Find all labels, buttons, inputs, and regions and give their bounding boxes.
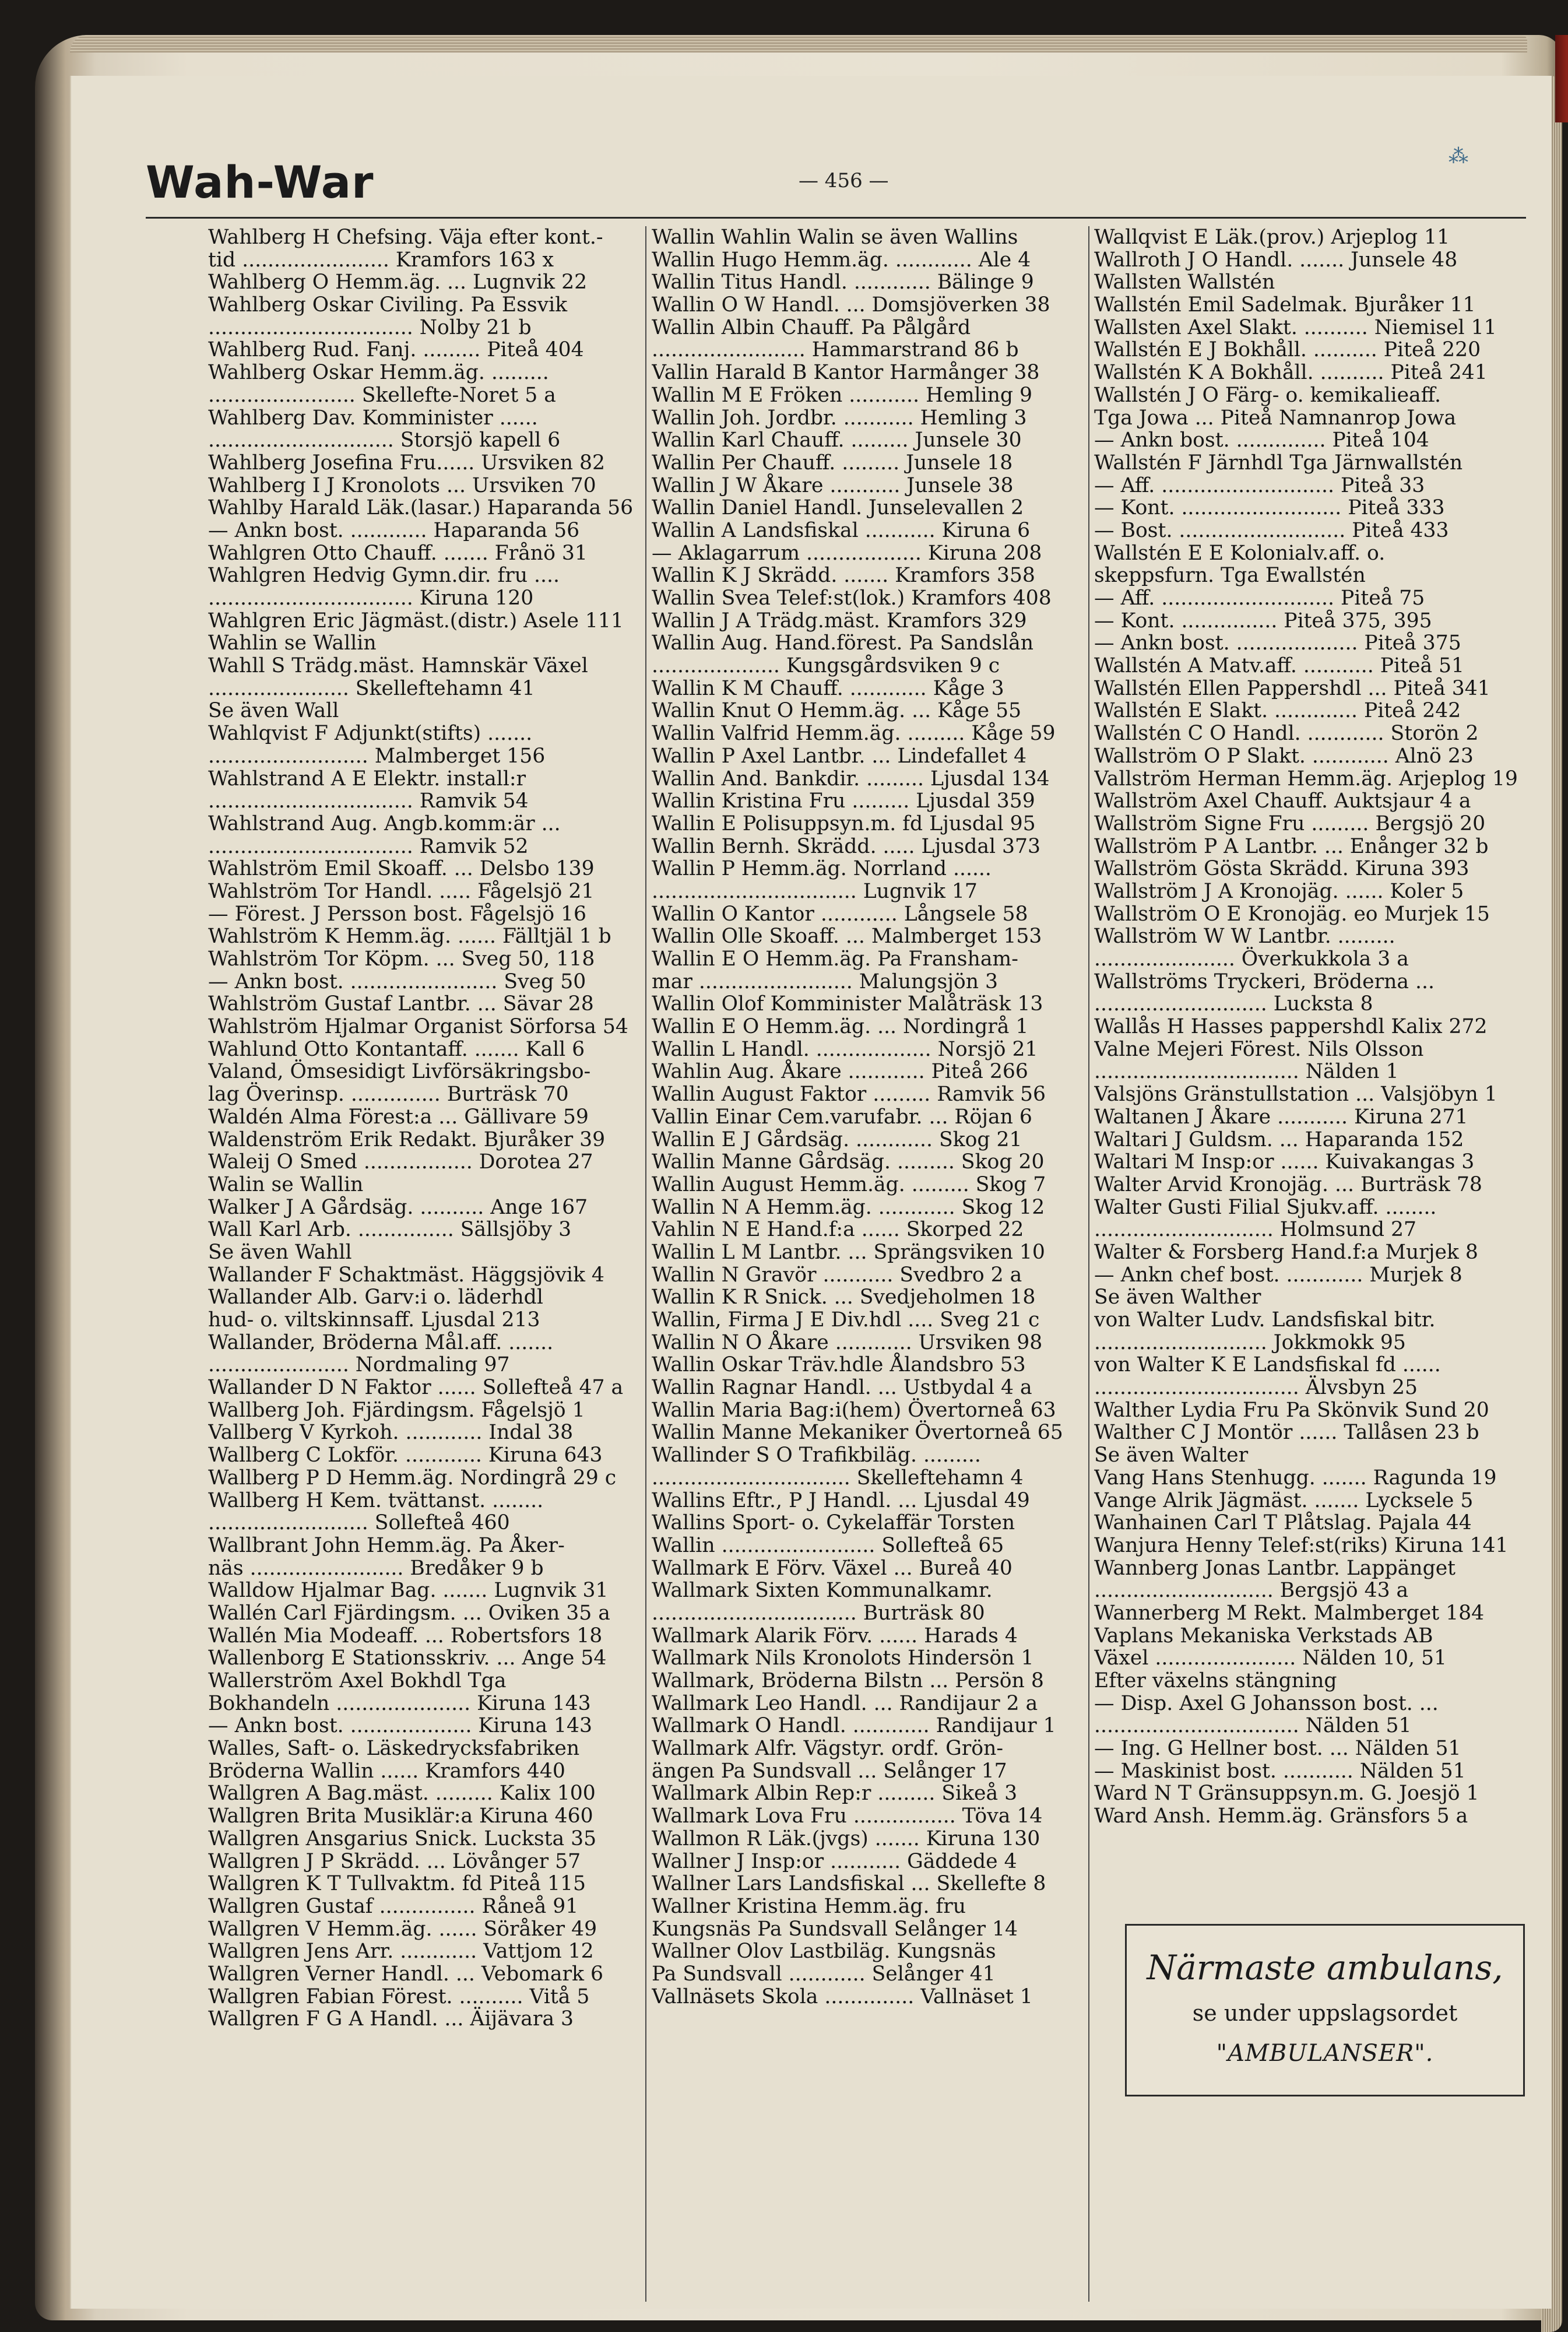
- directory-entry-line: Wanjura Henny Telef:st(riks) Kiruna 141: [1094, 1533, 1509, 1557]
- directory-entry-line: ........................... Luckstа 8: [1094, 992, 1373, 1016]
- directory-entry-line: Walin se Wallin: [208, 1172, 364, 1196]
- directory-entry-line: Wallstén E E Kolonialv.aff. o.: [1094, 541, 1386, 565]
- directory-entry-line: Wallin Manne Gårdsäg. ......... Skog 20: [652, 1150, 1045, 1174]
- directory-entry-line: Waldenström Erik Redakt. Bjuråker 39: [208, 1128, 606, 1151]
- directory-entry-line: — Aklagarrum .................. Kiruna 208: [652, 541, 1042, 565]
- directory-entry-line: Wallin E O Hemm.äg. Pa Fransham-: [652, 947, 1018, 971]
- directory-entry-line: Wallmark Sixten Kommunalkamr.: [652, 1579, 993, 1603]
- directory-entry-line: Wallin Titus Handl. ............ Bälinge 9: [652, 271, 1034, 294]
- directory-entry-line: Wallin Joh. Jordbr. ........... Hemling 3: [652, 406, 1027, 430]
- directory-entry-line: — Disp. Axel G Johansson bost. ...: [1094, 1691, 1439, 1715]
- directory-entry-line: Wallin Karl Chauff. ......... Junsele 30: [652, 429, 1022, 452]
- directory-entry-line: Walker J A Gårdsäg. .......... Ange 167: [208, 1195, 588, 1219]
- directory-entry-line: Wallner Olov Lastbiläg. Kungsnäs: [652, 1940, 996, 1964]
- directory-entry-line: Wannerberg M Rekt. Malmberget 184: [1094, 1601, 1485, 1625]
- directory-entry-line: Wallin O Kantor ............ Långsele 58: [652, 902, 1028, 926]
- directory-entry-line: Wallin, Firma J E Div.hdl .... Sveg 21 c: [652, 1308, 1040, 1332]
- directory-entry-line: lag Överinsp. .............. Burträsk 70: [208, 1083, 569, 1107]
- directory-entry-line: — Ankn bost. ....................... Sveg 50: [208, 970, 586, 993]
- directory-entry-line: Wallander Alb. Garv:i o. läderhdl: [208, 1286, 543, 1309]
- directory-entry-line: Se även Walter: [1094, 1444, 1249, 1467]
- directory-column-2: [652, 226, 1084, 2302]
- directory-entry-line: Se även Walther: [1094, 1286, 1261, 1309]
- directory-entry-line: Wallberg H Kem. tvättanst. ........: [208, 1488, 544, 1512]
- directory-entry-line: Wallgren A Bag.mäst. ......... Kalix 100: [208, 1782, 596, 1806]
- directory-entry-line: ............................ Bergsjö 43 a: [1094, 1579, 1409, 1603]
- directory-entry-line: Wallin K J Skrädd. ....... Kramfors 358: [652, 564, 1035, 588]
- directory-entry-line: Waltari J Guldsm. ... Haparanda 152: [1094, 1128, 1464, 1151]
- directory-entry-line: Waldén Alma Förest:a ... Gällivare 59: [208, 1105, 589, 1129]
- directory-entry-line: Wahlström Gustaf Lantbr. ... Sävar 28: [208, 992, 594, 1016]
- directory-entry-line: Wallmark Nils Kronolots Hindersön 1: [652, 1646, 1034, 1670]
- directory-entry-line: Vang Hans Stenhugg. ....... Ragunda 19: [1094, 1466, 1497, 1490]
- directory-entry-line: Se även Wahll: [208, 1240, 352, 1264]
- directory-entry-line: ................................ Nälden 51: [1094, 1714, 1412, 1738]
- directory-entry-line: Wallin And. Bankdir. ......... Ljusdal 134: [652, 767, 1050, 791]
- directory-entry-line: Wallin E Polisuppsyn.m. fd Ljusdal 95: [652, 812, 1036, 835]
- directory-entry-line: Wallin N Gravör ........... Svedbro 2 a: [652, 1263, 1022, 1287]
- directory-entry-line: Wallin P Axel Lantbr. ... Lindefallet 4: [652, 744, 1027, 768]
- directory-entry-line: Wallin Kristina Fru ......... Ljusdal 359: [652, 789, 1035, 813]
- directory-entry-line: Wallmark, Bröderna Bilstn ... Persön 8: [652, 1669, 1044, 1692]
- directory-entry-line: Wahlberg Rud. Fanj. ......... Piteå 404: [208, 338, 584, 362]
- directory-entry-line: ................................ Burträsk 80: [652, 1601, 985, 1625]
- directory-entry-line: Wallin Olof Komminister Malåträsk 13: [652, 992, 1043, 1016]
- directory-entry-line: Wahlström Emil Skoaff. ... Delsbo 139: [208, 857, 595, 881]
- directory-entry-line: Wallin E J Gårdsäg. ............ Skog 21: [652, 1128, 1022, 1151]
- directory-entry-line: ................................ Nälden 1: [1094, 1060, 1399, 1084]
- directory-entry-line: Wahlstrand Aug. Angb.komm:är ...: [208, 812, 561, 835]
- directory-entry-line: Waleij O Smed ................. Dorotea 27: [208, 1150, 593, 1174]
- directory-entry-line: — Ankn bost. ................... Piteå 375: [1094, 631, 1461, 655]
- directory-entry-line: mar ........................ Malungsjön 3: [652, 970, 999, 993]
- directory-entry-line: Ward Ansh. Hemm.äg. Gränsfors 5 a: [1094, 1804, 1468, 1828]
- directory-entry-line: Kungsnäs Pa Sundsvall Selånger 14: [652, 1917, 1018, 1941]
- directory-entry-line: Wallstén J O Färg- o. kemikalieaff.: [1094, 383, 1441, 407]
- directory-entry-line: Wahlin se Wallin: [208, 631, 377, 655]
- directory-entry-line: Vahlin N E Hand.f:a ...... Skorped 22: [652, 1218, 1024, 1242]
- directory-entry-line: Wallin August Hemm.äg. ......... Skog 7: [652, 1172, 1046, 1196]
- directory-entry-line: Wallins Eftr., P J Handl. ... Ljusdal 49: [652, 1488, 1030, 1512]
- directory-entry-line: Wallberg P D Hemm.äg. Nordingrå 29 c: [208, 1466, 617, 1490]
- directory-entry-line: Wallstén Ellen Pappershdl ... Piteå 341: [1094, 676, 1490, 700]
- directory-entry-line: Wallgren F G A Handl. ... Äijävara 3: [208, 2007, 574, 2031]
- directory-entry-line: Wallin J W Åkare ........... Junsele 38: [652, 473, 1014, 497]
- directory-entry-line: Wallström J A Kronojäg. ...... Koler 5: [1094, 879, 1464, 903]
- directory-entry-line: Wallmark Lova Fru ................ Töva 14: [652, 1804, 1043, 1828]
- directory-entry-line: Wahlby Harald Läk.(lasar.) Haparanda 56: [208, 496, 634, 520]
- directory-entry-line: ängen Pa Sundsvall ... Selånger 17: [652, 1759, 1007, 1783]
- directory-entry-line: Wallås H Hasses pappershdl Kalix 272: [1094, 1015, 1488, 1039]
- directory-entry-line: Wallström P A Lantbr. ... Enånger 32 b: [1094, 834, 1489, 858]
- stamp-mark: ⁂: [1449, 145, 1468, 168]
- directory-entry-line: — Ing. G Hellner bost. ... Nälden 51: [1094, 1737, 1461, 1761]
- directory-entry-line: Walter Arvid Kronojäg. ... Burträsk 78: [1094, 1172, 1482, 1196]
- directory-entry-line: skeppsfurn. Tga Ewallstén: [1094, 564, 1366, 588]
- directory-entry-line: Wahll S Trädg.mäst. Hamnskär Växel: [208, 654, 588, 678]
- directory-entry-line: Wallstén F Järnhdl Tga Järnwallstén: [1094, 451, 1463, 475]
- directory-entry-line: Wallmark Alarik Förv. ...... Harads 4: [652, 1624, 1018, 1648]
- directory-entry-line: ...................... Nordmaling 97: [208, 1353, 510, 1377]
- directory-entry-line: näs ........................ Bredåker 9 b: [208, 1556, 544, 1580]
- directory-entry-line: Wallin Manne Mekaniker Övertorneå 65: [652, 1421, 1063, 1445]
- directory-entry-line: Wallin Ragnar Handl. ... Ustbydal 4 a: [652, 1376, 1032, 1400]
- directory-entry-line: Vallström Herman Hemm.äg. Arjeplog 19: [1094, 767, 1518, 791]
- directory-entry-line: ........................ Hammarstrand 86 b: [652, 338, 1019, 362]
- directory-entry-line: — Ankn chef bost. ............ Murjek 8: [1094, 1263, 1462, 1287]
- directory-entry-line: Valsjöns Gränstullstation ... Valsjöbyn 1: [1094, 1083, 1497, 1107]
- directory-entry-line: Wallin Svea Telef:st(lok.) Kramfors 408: [652, 586, 1052, 610]
- directory-entry-line: Wallin Olle Skoaff. ... Malmberget 153: [652, 925, 1042, 949]
- directory-entry-line: Wallgren Gustaf ............... Råneå 91: [208, 1894, 579, 1918]
- directory-entry-line: .................... Kungsgårdsviken 9 c: [652, 654, 1000, 678]
- directory-entry-line: Wallin M E Fröken ........... Hemling 9: [652, 383, 1033, 407]
- directory-entry-line: — Förest. J Persson bost. Fågelsjö 16: [208, 902, 586, 926]
- directory-entry-line: Wallner Lars Landsfiskal ... Skellefte 8: [652, 1872, 1046, 1896]
- directory-entry-line: Wallin Knut O Hemm.äg. ... Kåge 55: [652, 699, 1022, 723]
- directory-entry-line: Wahlgren Otto Chauff. ....... Frånö 31: [208, 541, 588, 565]
- directory-entry-line: Tga Jowa ... Piteå Namnanrop Jowa: [1094, 406, 1457, 430]
- directory-entry-line: — Ankn bost. .............. Piteå 104: [1094, 429, 1429, 452]
- directory-entry-line: Vange Alrik Jägmäst. ....... Lycksele 5: [1094, 1488, 1474, 1512]
- directory-entry-line: Wallin K R Snick. ... Svedjeholmen 18: [652, 1286, 1036, 1309]
- directory-entry-line: Vaplans Mekaniska Verkstads AB: [1094, 1624, 1433, 1648]
- directory-entry-line: Wallin Valfrid Hemm.äg. ......... Kåge 59: [652, 722, 1056, 746]
- directory-entry-line: ............................. Storsjö kapell 6: [208, 429, 561, 452]
- directory-entry-line: Wallin L M Lantbr. ... Sprängsviken 10: [652, 1240, 1045, 1264]
- column-divider: [1088, 226, 1089, 2302]
- directory-entry-line: ......................... Sollefteå 460: [208, 1511, 510, 1535]
- directory-entry-line: Wallerström Axel Bokhdl Tga: [208, 1669, 507, 1692]
- directory-entry-line: Växel ...................... Nälden 10, 51: [1094, 1646, 1447, 1670]
- directory-entry-line: Walles, Saft- o. Läskedrycksfabriken: [208, 1737, 580, 1761]
- directory-entry-line: Wallmark E Förv. Växel ... Bureå 40: [652, 1556, 1012, 1580]
- directory-entry-line: ................................ Älvsbyn 25: [1094, 1376, 1418, 1400]
- directory-entry-line: Wallgren Ansgarius Snick. Luckstа 35: [208, 1827, 597, 1850]
- directory-entry-line: Wallin Albin Chauff. Pa Pålgård: [652, 315, 971, 339]
- directory-entry-line: Wallin J A Trädg.mäst. Kramfors 329: [652, 609, 1027, 633]
- directory-entry-line: Wallander D N Faktor ...... Sollefteå 47 a: [208, 1376, 624, 1400]
- directory-entry-line: Wallstén A Matv.aff. ........... Piteå 51: [1094, 654, 1465, 678]
- directory-entry-line: ...................... Överkukkola 3 a: [1094, 947, 1409, 971]
- directory-entry-line: hud- o. viltskinnsaff. Ljusdal 213: [208, 1308, 540, 1332]
- directory-entry-line: ................................ Lugnvik 17: [652, 879, 978, 903]
- directory-entry-line: Walldow Hjalmar Bag. ....... Lugnvik 31: [208, 1579, 609, 1603]
- directory-entry-line: ................................ Kiruna 120: [208, 586, 534, 610]
- directory-entry-line: Wahlgren Eric Jägmäst.(distr.) Asele 111: [208, 609, 624, 633]
- directory-entry-line: Walter & Forsberg Hand.f:a Murjek 8: [1094, 1240, 1478, 1264]
- directory-entry-line: ................................ Ramvik 52: [208, 834, 529, 858]
- directory-entry-line: Wallner J Insp:or ........... Gäddede 4: [652, 1849, 1017, 1873]
- notice-heading: Närmaste ambulans,: [1147, 1948, 1503, 1987]
- directory-entry-line: Wallins Sport- o. Cykelaffär Torsten: [652, 1511, 1015, 1535]
- header-rule: [146, 217, 1526, 219]
- directory-entry-line: ................................ Nolby 21 b: [208, 315, 532, 339]
- directory-entry-line: Wallsten Axel Slakt. .......... Niemisel 11: [1094, 315, 1497, 339]
- directory-entry-line: — Bost. .......................... Piteå 433: [1094, 518, 1449, 542]
- directory-entry-line: Vallberg V Kyrkoh. ............ Indal 38: [208, 1421, 574, 1445]
- directory-entry-line: ....................... Skellefte-Noret 5 a: [208, 383, 556, 407]
- directory-entry-line: Wallén Carl Fjärdingsm. ... Oviken 35 a: [208, 1601, 610, 1625]
- directory-entry-line: ................................ Ramvik 54: [208, 789, 529, 813]
- directory-entry-line: Wahlström Tor Handl. ..... Fågelsjö 21: [208, 879, 595, 903]
- directory-entry-line: Vallnäsets Skola .............. Vallnäset 1: [652, 1985, 1033, 2008]
- directory-entry-line: Wallin ........................ Sollefteå 65: [652, 1533, 1004, 1557]
- directory-entry-line: ......................... Malmberget 156: [208, 744, 546, 768]
- directory-entry-line: — Aff. ........................... Piteå 33: [1094, 473, 1425, 497]
- directory-entry-line: Wallgren V Hemm.äg. ...... Söråker 49: [208, 1917, 597, 1941]
- directory-entry-line: Wahlgren Hedvig Gymn.dir. fru ....: [208, 564, 560, 588]
- directory-entry-line: Wallstén Emil Sadelmak. Bjuråker 11: [1094, 293, 1476, 317]
- directory-entry-line: Vallin Einar Cem.varufabr. ... Röjan 6: [652, 1105, 1032, 1129]
- directory-entry-line: Wahlberg Josefina Fru...... Ursviken 82: [208, 451, 605, 475]
- directory-entry-line: Wallström O E Kronojäg. eo Murjek 15: [1094, 902, 1490, 926]
- directory-entry-line: Wallin Daniel Handl. Junselevallen 2: [652, 496, 1024, 520]
- directory-entry-line: Ward N T Gränsuppsyn.m. G. Joesjö 1: [1094, 1782, 1479, 1806]
- directory-entry-line: — Ankn bost. ............ Haparanda 56: [208, 518, 580, 542]
- ambulance-notice-box: [1125, 1924, 1525, 2096]
- directory-entry-line: Wallstén K A Bokhåll. .......... Piteå 241: [1094, 361, 1488, 385]
- directory-entry-line: Wahlström Hjalmar Organist Sörforsa 54: [208, 1015, 628, 1039]
- directory-entry-line: Wahlberg Dav. Komminister ......: [208, 406, 538, 430]
- directory-entry-line: Wallströms Tryckeri, Bröderna ...: [1094, 970, 1435, 993]
- directory-entry-line: Wallander F Schaktmäst. Häggsjövik 4: [208, 1263, 604, 1287]
- directory-entry-line: Wallmark Alfr. Vägstyr. ordf. Grön-: [652, 1737, 1004, 1761]
- directory-entry-line: Efter växelns stängning: [1094, 1669, 1337, 1692]
- directory-entry-line: Wallmark Leo Handl. ... Randijaur 2 a: [652, 1691, 1038, 1715]
- page-edges-top: [70, 35, 1527, 52]
- notice-keyword: "AMBULANSER".: [1216, 2040, 1434, 2067]
- directory-entry-line: Wallstén C O Handl. ............ Storön 2: [1094, 722, 1479, 746]
- directory-entry-line: Wallmon R Läk.(jvgs) ....... Kiruna 130: [652, 1827, 1040, 1850]
- directory-entry-line: Wallin N A Hemm.äg. ............ Skog 12: [652, 1195, 1045, 1219]
- directory-entry-line: Wallbrant John Hemm.äg. Pa Åker-: [208, 1533, 565, 1557]
- directory-entry-line: Valand, Ömsesidigt Livförsäkringsbo-: [208, 1060, 591, 1084]
- directory-entry-line: ........................... Jokkmokk 95: [1094, 1330, 1406, 1354]
- directory-entry-line: Wahlström Tor Köpm. ... Sveg 50, 118: [208, 947, 595, 971]
- directory-entry-line: Wahlund Otto Kontantaff. ....... Kall 6: [208, 1037, 585, 1061]
- directory-entry-line: Wallström Gösta Skrädd. Kiruna 393: [1094, 857, 1469, 881]
- directory-entry-line: Wallström Signe Fru ......... Bergsjö 20: [1094, 812, 1486, 835]
- directory-entry-line: Bröderna Wallin ...... Kramfors 440: [208, 1759, 565, 1783]
- directory-entry-line: ...................... Skelleftehamn 41: [208, 676, 535, 700]
- directory-entry-line: Wahlberg H Chefsing. Väja efter kont.-: [208, 226, 603, 249]
- directory-entry-line: — Ankn bost. ................... Kiruna 143: [208, 1714, 592, 1738]
- directory-entry-line: Wallgren K T Tullvaktm. fd Piteå 115: [208, 1872, 586, 1896]
- directory-entry-line: — Aff. ........................... Piteå 75: [1094, 586, 1425, 610]
- directory-entry-line: Wallin Oskar Träv.hdle Ålandsbro 53: [652, 1353, 1026, 1377]
- directory-entry-line: Wallgren Brita Musiklär:a Kiruna 460: [208, 1804, 593, 1828]
- directory-entry-line: Wallin N O Åkare ............ Ursviken 98: [652, 1330, 1043, 1354]
- directory-entry-line: Wallin Per Chauff. ......... Junsele 18: [652, 451, 1013, 475]
- directory-entry-line: Wahlberg I J Kronolots ... Ursviken 70: [208, 473, 596, 497]
- directory-entry-line: Wallin A Landsfiskal ........... Kiruna 6: [652, 518, 1031, 542]
- directory-entry-line: Wahlström K Hemm.äg. ...... Fälltjäl 1 b: [208, 925, 611, 949]
- directory-entry-line: Wallström W W Lantbr. .........: [1094, 925, 1395, 949]
- page-title: Wah-War: [146, 156, 374, 208]
- directory-entry-line: Waltari M Insp:or ...... Kuivakangas 3: [1094, 1150, 1475, 1174]
- directory-entry-line: Wallmark Albin Rep:r ......... Sikeå 3: [652, 1782, 1018, 1806]
- directory-entry-line: Wallin Hugo Hemm.äg. ............ Ale 4: [652, 248, 1031, 272]
- directory-entry-line: — Kont. ............... Piteå 375, 395: [1094, 609, 1432, 633]
- directory-entry-line: Wallner Kristina Hemm.äg. fru: [652, 1894, 966, 1918]
- directory-entry-line: Wallin Wahlin Walin se även Wallins: [652, 226, 1018, 249]
- directory-entry-line: Wallin Aug. Hand.förest. Pa Sandslån: [652, 631, 1034, 655]
- directory-entry-line: Wallmark O Handl. ............ Randijaur 1: [652, 1714, 1056, 1738]
- directory-entry-line: Wallin E O Hemm.äg. ... Nordingrå 1: [652, 1015, 1029, 1039]
- directory-entry-line: ............................... Skelleftehamn 4: [652, 1466, 1024, 1490]
- notice-text: se under uppslagsordet: [1192, 2000, 1458, 2026]
- directory-entry-line: Wallstén E Slakt. ............. Piteå 242: [1094, 699, 1461, 723]
- directory-entry-line: Wallin Maria Bag:i(hem) Övertorneå 63: [652, 1398, 1056, 1422]
- directory-entry-line: Waltanen J Åkare ........... Kiruna 271: [1094, 1105, 1468, 1129]
- directory-entry-line: Wallander, Bröderna Mål.aff. .......: [208, 1330, 554, 1354]
- directory-entry-line: Wallgren Fabian Förest. .......... Vitå 5: [208, 1985, 590, 2008]
- directory-entry-line: Wallgren J P Skrädd. ... Lövånger 57: [208, 1849, 581, 1873]
- directory-entry-line: — Maskinist bost. ........... Nälden 51: [1094, 1759, 1466, 1783]
- directory-entry-line: Wallin O W Handl. ... Domsjöverken 38: [652, 293, 1050, 317]
- column-divider: [645, 226, 646, 2302]
- directory-entry-line: Wallström O P Slakt. ............ Alnö 23: [1094, 744, 1474, 768]
- directory-entry-line: Walter Gusti Filial Sjukv.aff. ........: [1094, 1195, 1437, 1219]
- directory-entry-line: Wahlstrand A E Elektr. install:r: [208, 767, 526, 791]
- directory-entry-line: Wahlin Aug. Åkare ............ Piteå 266: [652, 1060, 1028, 1084]
- directory-entry-line: Wallinder S O Trafikbiläg. .........: [652, 1444, 981, 1467]
- directory-entry-line: von Walter K E Landsfiskal fd ......: [1094, 1353, 1441, 1377]
- directory-entry-line: Wallin P Hemm.äg. Norrland ......: [652, 857, 992, 881]
- directory-entry-line: Wallberg Joh. Fjärdingsm. Fågelsjö 1: [208, 1398, 585, 1422]
- directory-entry-line: Wahlberg Oskar Hemm.äg. .........: [208, 361, 549, 385]
- directory-entry-line: Wallsten Wallstén: [1094, 271, 1275, 294]
- directory-entry-line: Wanhainen Carl T Plåtslag. Pajala 44: [1094, 1511, 1472, 1535]
- page-number: — 456 —: [799, 169, 889, 192]
- directory-entry-line: Wallroth J O Handl. ....... Junsele 48: [1094, 248, 1458, 272]
- directory-entry-line: Walther C J Montör ...... Tallåsen 23 b: [1094, 1421, 1479, 1445]
- directory-entry-line: Wallgren Verner Handl. ... Vebomark 6: [208, 1962, 603, 1986]
- directory-entry-line: tid ....................... Kramfors 163 x: [208, 248, 554, 272]
- bookmark-ribbon: [1555, 35, 1568, 122]
- directory-column-1: [208, 226, 639, 2302]
- directory-entry-line: Wallin August Faktor ......... Ramvik 56: [652, 1083, 1046, 1107]
- directory-entry-line: Vallin Harald B Kantor Harmånger 38: [652, 361, 1040, 385]
- directory-entry-line: Wallberg C Lokför. ............ Kiruna 643: [208, 1444, 603, 1467]
- directory-entry-line: Pa Sundsvall ............ Selånger 41: [652, 1962, 996, 1986]
- directory-entry-line: von Walter Ludv. Landsfiskal bitr.: [1094, 1308, 1436, 1332]
- directory-entry-line: ............................ Holmsund 27: [1094, 1218, 1416, 1242]
- directory-entry-line: Wall Karl Arb. ............... Sällsjöby 3: [208, 1218, 572, 1242]
- directory-entry-line: Wallqvist E Läk.(prov.) Arjeplog 11: [1094, 226, 1450, 249]
- directory-entry-line: Wallin L Handl. .................. Norsjö 21: [652, 1037, 1038, 1061]
- directory-entry-line: Wallén Mia Modeaff. ... Robertsfors 18: [208, 1624, 603, 1648]
- directory-entry-line: Wahlberg O Hemm.äg. ... Lugnvik 22: [208, 271, 588, 294]
- directory-entry-line: Walther Lydia Fru Pa Skönvik Sund 20: [1094, 1398, 1489, 1422]
- directory-entry-line: Wahlqvist F Adjunkt(stifts) .......: [208, 722, 533, 746]
- directory-entry-line: Wallström Axel Chauff. Auktsjaur 4 a: [1094, 789, 1471, 813]
- directory-entry-line: Wallenborg E Stationsskriv. ... Ange 54: [208, 1646, 607, 1670]
- directory-entry-line: — Kont. ......................... Piteå 333: [1094, 496, 1445, 520]
- directory-entry-line: Wallstén E J Bokhåll. .......... Piteå 220: [1094, 338, 1481, 362]
- directory-entry-line: Se även Wall: [208, 699, 339, 723]
- directory-entry-line: Wallin K M Chauff. ............ Kåge 3: [652, 676, 1004, 700]
- directory-entry-line: Wallin Bernh. Skrädd. ..... Ljusdal 373: [652, 834, 1040, 858]
- directory-entry-line: Valne Mejeri Förest. Nils Olsson: [1094, 1037, 1424, 1061]
- directory-entry-line: Wallgren Jens Arr. ............ Vattjom 12: [208, 1940, 594, 1964]
- directory-entry-line: Wannberg Jonas Lantbr. Lappänget: [1094, 1556, 1456, 1580]
- directory-entry-line: Wahlberg Oskar Civiling. Pa Essvik: [208, 293, 568, 317]
- directory-entry-line: Bokhandeln ..................... Kiruna 143: [208, 1691, 591, 1715]
